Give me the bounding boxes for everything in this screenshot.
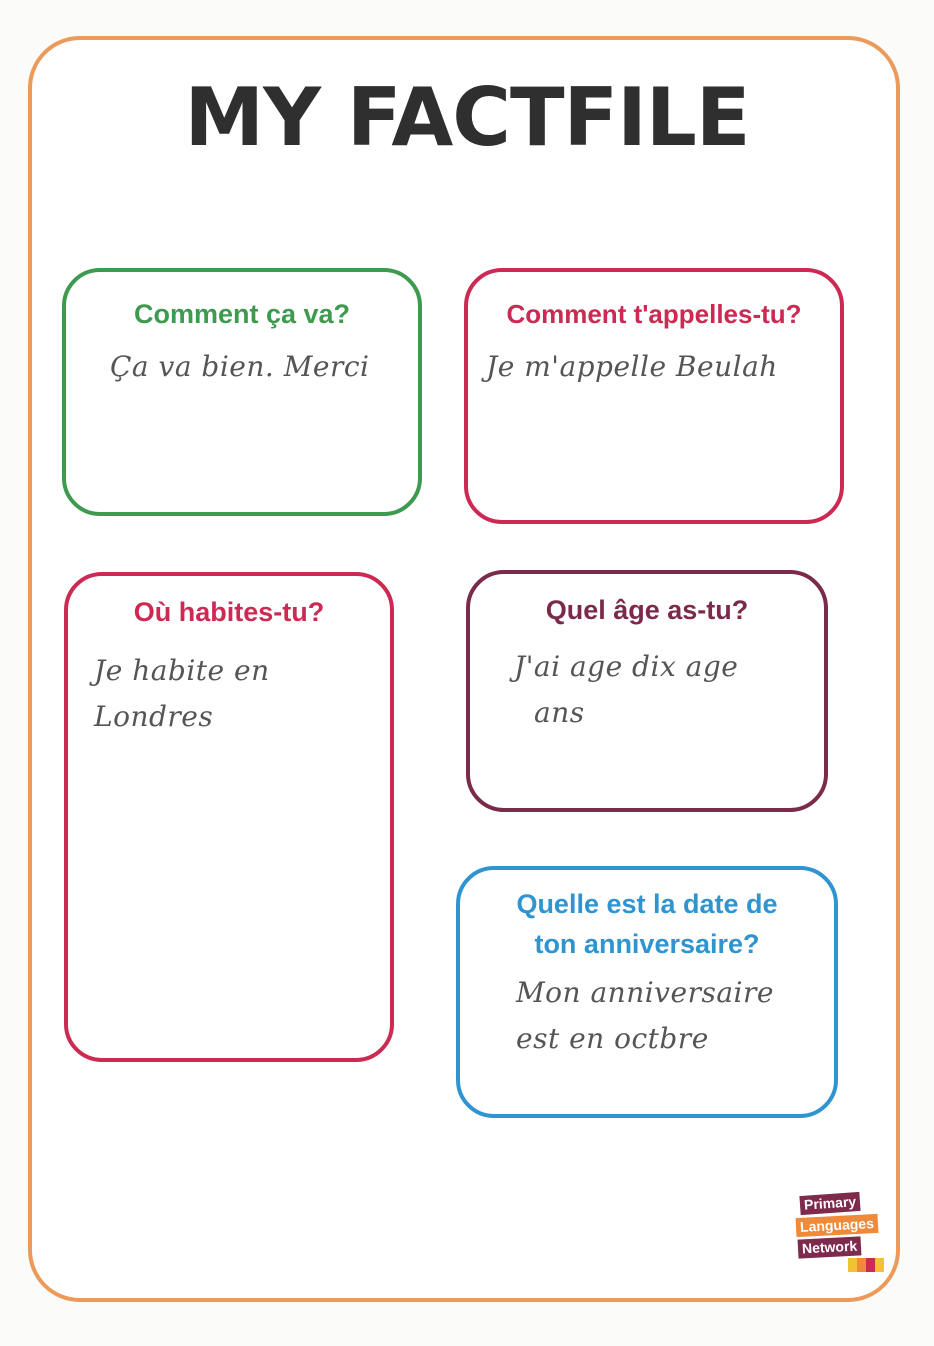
logo-text-primary: Primary xyxy=(799,1192,860,1215)
page-title: MY FACTFILE xyxy=(184,71,750,164)
primary-languages-network-logo xyxy=(796,1194,896,1278)
card-question: Où habites-tu? xyxy=(133,597,325,627)
card-answer-line: est en octbre xyxy=(516,1022,709,1055)
card-ou-habites-tu xyxy=(64,572,394,1062)
card-answer xyxy=(516,970,816,1062)
card-answer-line: J'ai age dix age xyxy=(514,650,739,683)
logo-text-languages: Languages xyxy=(796,1214,879,1237)
card-answer: Je habite en Londres xyxy=(94,654,270,733)
card-comment-tappelles-tu xyxy=(464,268,844,524)
card-date-anniversaire xyxy=(456,866,838,1118)
card-question: Comment t'appelles-tu? xyxy=(506,299,802,329)
card-question-line: ton anniversaire? xyxy=(534,929,760,959)
card-answer-line: ans xyxy=(534,696,585,729)
logo-text-network: Network xyxy=(798,1236,862,1258)
card-answer-line: Mon anniversaire xyxy=(516,976,774,1009)
card-question: Quel âge as-tu? xyxy=(545,595,749,625)
card-comment-ca-va xyxy=(62,268,422,516)
card-question: Comment ça va? xyxy=(133,299,351,329)
logo-color-blocks-icon xyxy=(848,1258,884,1272)
card-answer: Je m'appelle Beulah xyxy=(486,350,778,383)
card-answer xyxy=(514,644,794,736)
card-question xyxy=(460,884,834,964)
card-answer: Ça va bien. Merci xyxy=(110,350,370,383)
card-question-line: Quelle est la date de xyxy=(516,889,778,919)
card-quel-age-as-tu xyxy=(466,570,828,812)
